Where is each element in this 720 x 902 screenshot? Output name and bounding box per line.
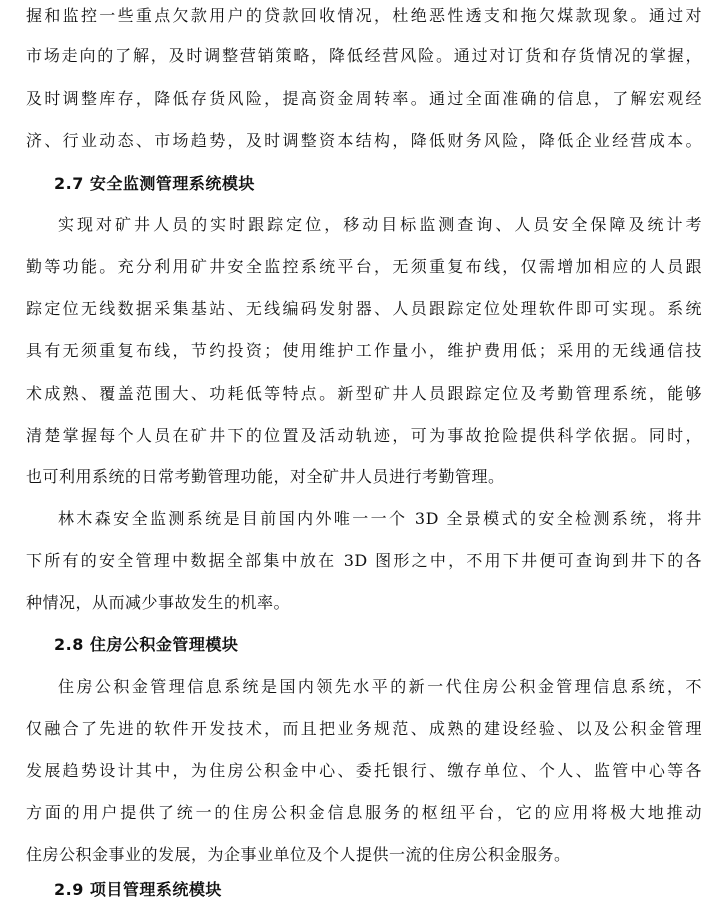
paragraph-line: 仅融合了先进的软件开发技术，而且把业务规范、成熟的建设经验、以及公积金管理 bbox=[26, 719, 702, 738]
section-heading: 2.7 安全监测管理系统模块 bbox=[54, 174, 255, 193]
paragraph-line: 济、行业动态、市场趋势，及时调整资本结构，降低财务风险，降低企业经营成本。 bbox=[26, 131, 702, 150]
paragraph-line: 清楚掌握每个人员在矿井下的位置及活动轨迹，可为事故抢险提供科学依据。同时， bbox=[26, 426, 702, 445]
paragraph-line: 住房公积金管理信息系统是国内领先水平的新一代住房公积金管理信息系统，不 bbox=[58, 677, 702, 696]
paragraph-line: 实现对矿井人员的实时跟踪定位，移动目标监测查询、人员安全保障及统计考 bbox=[58, 215, 702, 234]
section-heading: 2.9 项目管理系统模块 bbox=[54, 880, 222, 899]
paragraph-line: 发展趋势设计其中，为住房公积金中心、委托银行、缴存单位、个人、监管中心等各 bbox=[26, 761, 702, 780]
paragraph-line: 住房公积金事业的发展，为企事业单位及个人提供一流的住房公积金服务。 bbox=[26, 845, 571, 864]
paragraph-line: 也可利用系统的日常考勤管理功能，对全矿井人员进行考勤管理。 bbox=[26, 467, 505, 486]
paragraph-line: 勤等功能。充分利用矿井安全监控系统平台，无须重复布线，仅需增加相应的人员跟 bbox=[26, 257, 702, 276]
paragraph-line: 市场走向的了解，及时调整营销策略，降低经营风险。通过对订货和存货情况的掌握， bbox=[26, 46, 702, 65]
section-heading: 2.8 住房公积金管理模块 bbox=[54, 635, 239, 654]
paragraph-line: 具有无须重复布线，节约投资；使用维护工作量小，维护费用低；采用的无线通信技 bbox=[26, 341, 702, 360]
paragraph-line: 下所有的安全管理中数据全部集中放在 3D 图形之中，不用下井便可查询到井下的各 bbox=[26, 551, 702, 570]
paragraph-line: 踪定位无线数据采集基站、无线编码发射器、人员跟踪定位处理软件即可实现。系统 bbox=[26, 299, 702, 318]
paragraph-line: 林木森安全监测系统是目前国内外唯一一个 3D 全景模式的安全检测系统，将井 bbox=[58, 509, 702, 528]
paragraph-line: 方面的用户提供了统一的住房公积金信息服务的枢纽平台，它的应用将极大地推动 bbox=[26, 803, 702, 822]
paragraph-line: 握和监控一些重点欠款用户的贷款回收情况，杜绝恶性透支和拖欠煤款现象。通过对 bbox=[26, 6, 702, 25]
paragraph-line: 术成熟、覆盖范围大、功耗低等特点。新型矿井人员跟踪定位及考勤管理系统，能够 bbox=[26, 384, 702, 403]
paragraph-line: 及时调整库存，降低存货风险，提高资金周转率。通过全面准确的信息，了解宏观经 bbox=[26, 89, 702, 108]
paragraph-line: 种情况，从而减少事故发生的机率。 bbox=[26, 593, 291, 612]
